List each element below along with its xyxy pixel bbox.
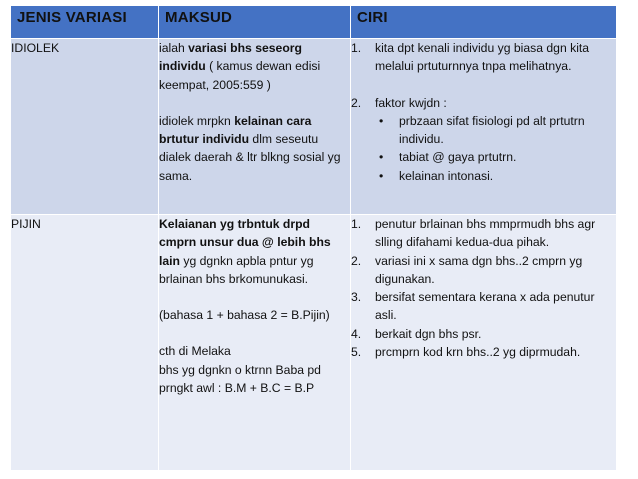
maksud-paragraph: cth di Melaka bbox=[159, 344, 231, 359]
header-ciri: CIRI bbox=[351, 6, 617, 39]
list-item-text: faktor kwjdn : bbox=[375, 95, 447, 110]
list-number: 5. bbox=[351, 345, 362, 360]
bullet-item bbox=[351, 112, 616, 149]
bullet-item bbox=[351, 167, 616, 185]
maksud-paragraph bbox=[159, 112, 350, 185]
bullet-item bbox=[351, 148, 616, 166]
maksud-text: ialah bbox=[159, 41, 189, 55]
ciri-list bbox=[351, 215, 616, 361]
header-maksud: MAKSUD bbox=[159, 6, 351, 39]
bullet-text: tabiat @ gaya prtutrn. bbox=[399, 150, 517, 165]
list-item bbox=[351, 325, 616, 343]
list-number: 3. bbox=[351, 290, 362, 305]
maksud-paragraph bbox=[159, 39, 350, 94]
list-item-text: kita dpt kenali individu yg biasa dgn kita melalui prtuturnnya tnpa melihatnya. bbox=[375, 41, 590, 74]
list-number: 1. bbox=[351, 41, 362, 55]
maksud-paragraph: (bahasa 1 + bahasa 2 = B.Pijin) bbox=[159, 308, 330, 323]
maksud-paragraph: bhs yg dgnkn o ktrnn Baba pd prngkt awl : B.M + B.C = B.P bbox=[159, 362, 321, 396]
bullet-icon: • bbox=[379, 113, 384, 128]
list-number: 4. bbox=[351, 326, 362, 341]
maksud-text: dlm seseutu dialek daerah & ltr blkng sosial yg sama. bbox=[159, 132, 341, 183]
maksud-text: yg dgnkn apbla pntur yg brlainan bhs brkomunukasi. bbox=[159, 253, 314, 286]
bullet-text: kelainan intonasi. bbox=[399, 168, 494, 183]
cell-maksud-idiolek bbox=[159, 39, 351, 215]
maksud-paragraph bbox=[159, 215, 350, 288]
header-jenis-variasi: JENIS VARIASI bbox=[11, 6, 159, 39]
list-item bbox=[351, 94, 616, 112]
ciri-list bbox=[351, 39, 616, 76]
list-item bbox=[351, 288, 616, 325]
list-number: 2. bbox=[351, 253, 362, 268]
list-item-text: berkait dgn bhs psr. bbox=[375, 326, 482, 341]
maksud-text: ( kamus dewan edisi keempat, 2005:559 ) bbox=[159, 59, 321, 92]
bullet-icon: • bbox=[379, 168, 384, 183]
list-item bbox=[351, 343, 616, 361]
maksud-bold-text: kelainan cara brtutur individu bbox=[159, 113, 312, 147]
maksud-bold-text: variasi bhs seseorg individu bbox=[159, 41, 302, 74]
cell-ciri-pijin bbox=[351, 215, 617, 471]
cell-maksud-pijin bbox=[159, 215, 351, 471]
maksud-bold-text: Kelaianan yg trbntuk drpd cmprn unsur dua @ lebih bhs lain bbox=[159, 217, 331, 268]
list-item-text: variasi ini x sama dgn bhs..2 cmprn yg digunakan. bbox=[375, 253, 583, 286]
jenis-label: IDIOLEK bbox=[11, 41, 60, 55]
list-number: 1. bbox=[351, 217, 362, 231]
jenis-label: PIJIN bbox=[11, 217, 41, 231]
maksud-text: idiolek mrpkn bbox=[159, 113, 235, 128]
list-item-text: penutur brlainan bhs mmprmudh bhs agr slling difahami kedua-dua pihak. bbox=[375, 217, 596, 250]
list-item-text: prcmprn kod krn bhs..2 yg diprmudah. bbox=[375, 345, 581, 360]
bullet-text: prbzaan sifat fisiologi pd alt prtutrn individu. bbox=[399, 113, 585, 147]
list-item bbox=[351, 252, 616, 289]
table-header-row bbox=[11, 6, 617, 39]
ciri-list bbox=[351, 94, 616, 112]
list-item-text: bersifat sementara kerana x ada penutur asli. bbox=[375, 290, 595, 323]
variation-table bbox=[10, 5, 617, 471]
list-number: 2. bbox=[351, 95, 362, 110]
table-row-idiolek bbox=[11, 39, 617, 215]
cell-jenis-idiolek bbox=[11, 39, 159, 215]
ciri-bullet-list bbox=[351, 112, 616, 185]
cell-ciri-idiolek bbox=[351, 39, 617, 215]
list-item bbox=[351, 215, 616, 252]
bullet-icon: • bbox=[379, 150, 384, 165]
cell-jenis-pijin bbox=[11, 215, 159, 471]
table-row-pijin bbox=[11, 215, 617, 471]
list-item bbox=[351, 39, 616, 76]
